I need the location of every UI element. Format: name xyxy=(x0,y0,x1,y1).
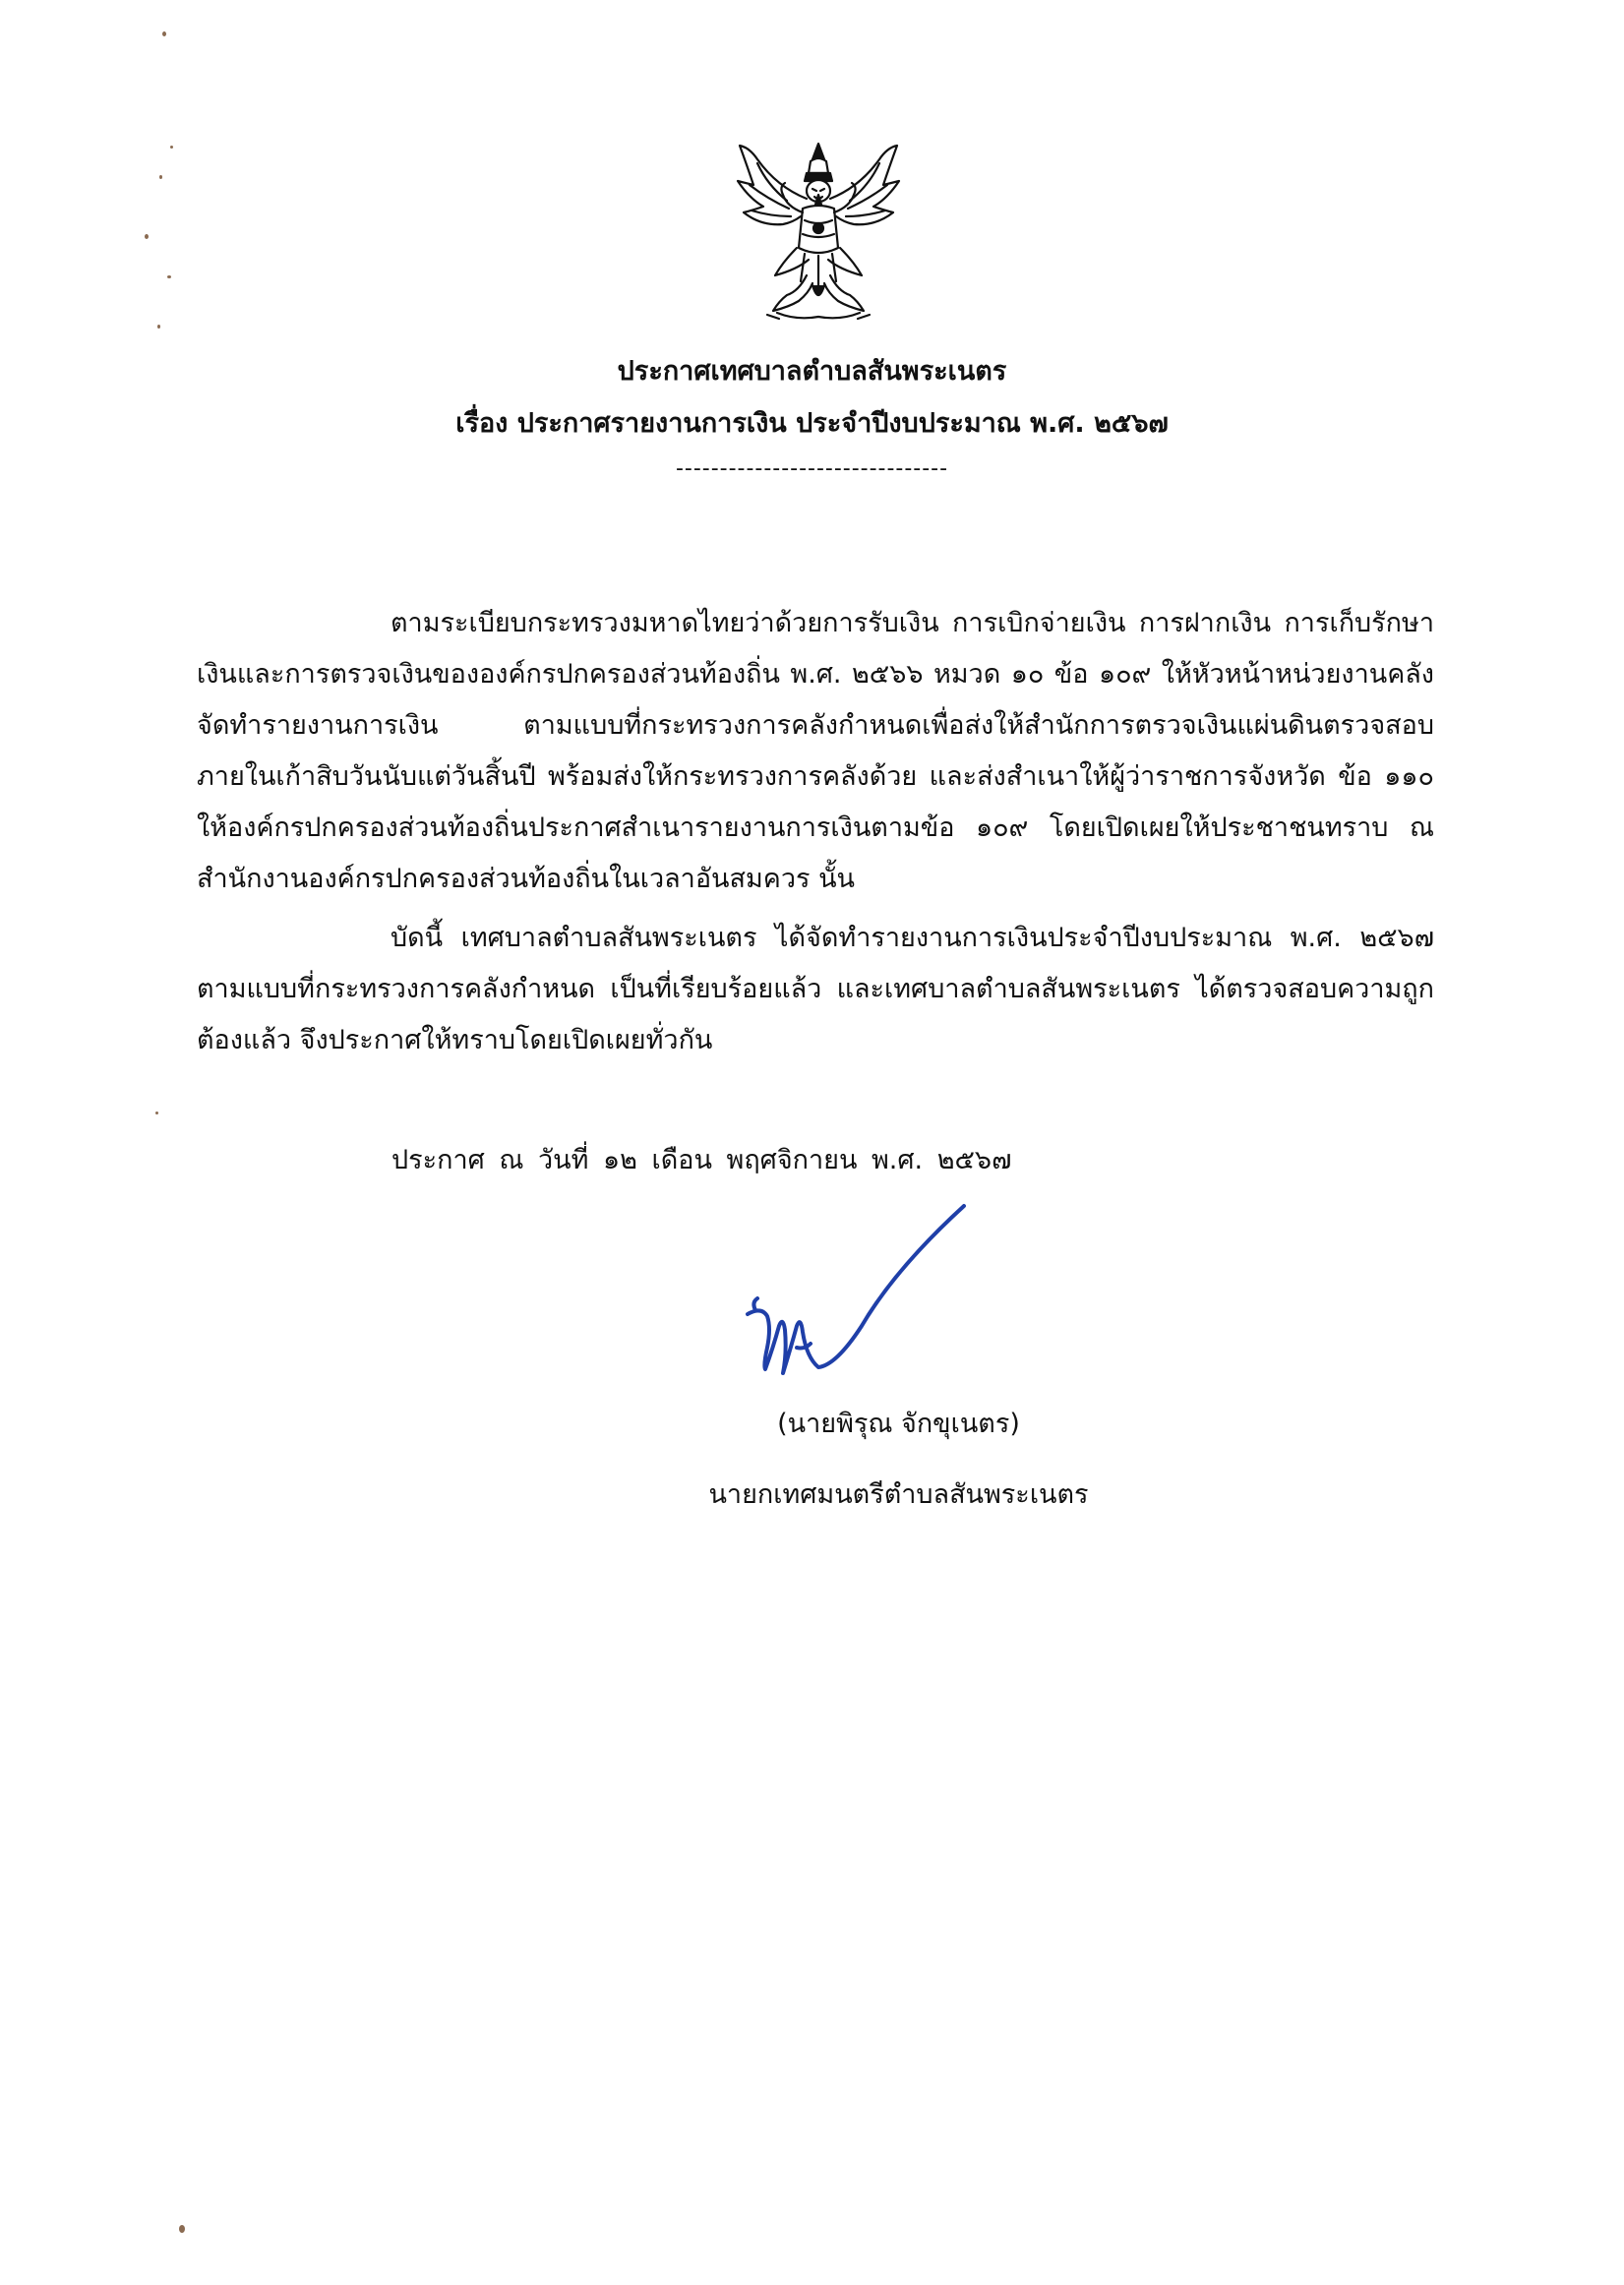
announcement-subject: เรื่อง ประกาศรายงานการเงิน ประจำปีงบประมาณ พ.ศ. ๒๕๖๗ xyxy=(455,408,1169,439)
announcement-title: ประกาศเทศบาลตำบลสันพระเนตร xyxy=(617,356,1007,387)
body-paragraph-regulation: ตามระเบียบกระทรวงมหาดไทยว่าด้วยการรับเงิน การเบิกจ่ายเงิน การฝากเงิน การเก็บรักษาเงินและการตรวจเงินขององค์กรปกครองส่วนท้องถิ่น พ.ศ. ๒๕๖๖ หมวด ๑๐ ข้อ ๑๐๙ ให้หัวหน้าหน่วยงานคลังจัดทำรายงานการเงิน ตามแบบที่กระทรวงการคลังกำหนดเพื่อส่งให้สำนักการตรวจเงินแผ่นดินตรวจสอบภายในเก้าสิบวันนับแต่วันสิ้นปี พร้อมส่งให้กระทรวงการคลังด้วย และส่งสำเนาให้ผู้ว่าราชการจังหวัด ข้อ ๑๑๐ ให้องค์กรปกครองส่วนท้องถิ่นประกาศสำเนารายงานการเงินตามข้อ ๑๐๙ โดยเปิดเผยให้ประชาชนทราบ ณ สำนักงานองค์กรปกครองส่วนท้องถิ่นในเวลาอันสมควร นั้น xyxy=(197,608,1434,894)
garuda-emblem xyxy=(728,138,910,325)
handwritten-signature xyxy=(728,1200,993,1397)
dashed-divider: ------------------------------- xyxy=(675,456,949,481)
signer-name: (นายพิรุณ จักขุเนตร) xyxy=(777,1409,1020,1439)
announcement-date: ประกาศ ณ วันที่ ๑๒ เดือน พฤศจิกายน พ.ศ. ๒๕๖๗ xyxy=(391,1145,1012,1175)
body-paragraph-announcement: บัดนี้ เทศบาลตำบลสันพระเนตร ได้จัดทำรายงานการเงินประจำปีงบประมาณ พ.ศ. ๒๕๖๗ ตามแบบที่กระทรวงการคลังกำหนด เป็นที่เรียบร้อยแล้ว และเทศบาลตำบลสันพระเนตร ได้ตรวจสอบความถูกต้องแล้ว จึงประกาศให้ทราบโดยเปิดเผยทั่วกัน xyxy=(197,923,1434,1055)
signer-title: นายกเทศมนตรีตำบลสันพระเนตร xyxy=(708,1479,1089,1510)
